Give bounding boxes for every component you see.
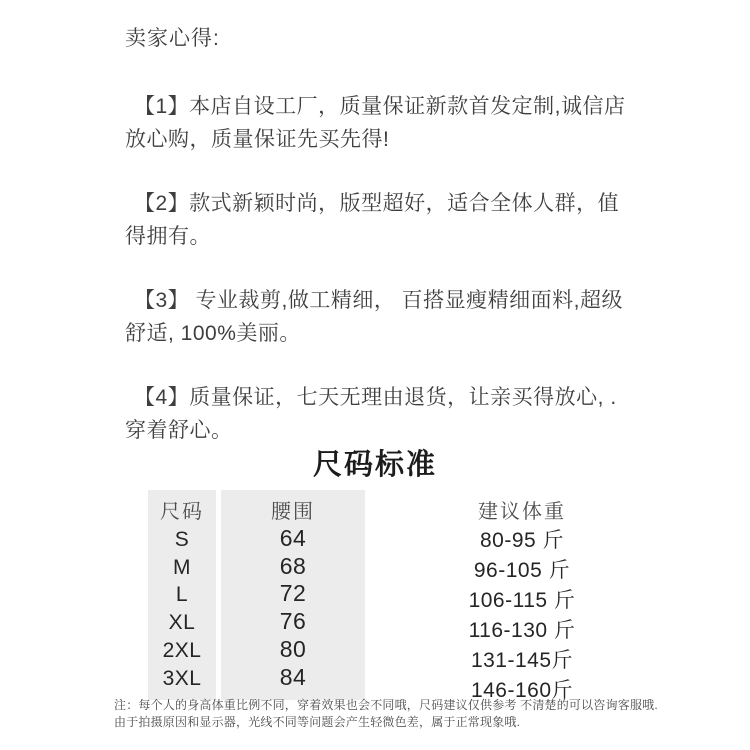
size-chart-section <box>0 442 750 700</box>
seller-notes-section <box>125 24 627 478</box>
weight-column <box>380 490 664 700</box>
weight-column-header: 建议体重 <box>478 501 566 523</box>
size-column-header: 尺码 <box>160 501 204 523</box>
size-cell: 2XL <box>162 639 202 663</box>
size-cell: S <box>174 527 190 551</box>
seller-note-paragraph-3: 【3】 专业裁剪,做工精细， 百搭显瘦精细面料,超级舒适, 100%美丽。 <box>125 289 624 345</box>
seller-notes-title: 卖家心得: <box>125 27 220 50</box>
size-table <box>0 490 750 700</box>
weight-cell: 106-115 斤 <box>468 589 576 612</box>
waist-cell: 84 <box>279 663 307 690</box>
waist-column-header: 腰围 <box>271 501 315 523</box>
size-column <box>148 490 216 700</box>
weight-cell: 80-95 斤 <box>479 529 565 552</box>
size-note-line2: 由于拍摄原因和显示器，光线不同等问题会产生轻微色差，属于正常现象哦. <box>114 715 521 729</box>
size-cell: L <box>175 583 189 607</box>
weight-cell: 146-160斤 <box>470 679 574 702</box>
size-note <box>114 697 734 731</box>
seller-note-paragraph-1: 【1】本店自设工厂，质量保证新款首发定制,诚信店放心购，质量保证先买先得! <box>125 95 626 151</box>
size-note-line1: 注：每个人的身高体重比例不同，穿着效果也会不同哦，尺码建议仅供参考 不清楚的可以咨询客服哦. <box>114 698 658 712</box>
waist-cell: 64 <box>279 524 307 551</box>
size-chart-title: 尺码标准 <box>312 449 437 481</box>
weight-cell: 131-145斤 <box>470 649 574 672</box>
waist-cell: 72 <box>279 580 307 607</box>
size-cell: 3XL <box>162 666 202 690</box>
weight-cell: 96-105 斤 <box>473 559 571 582</box>
waist-cell: 80 <box>279 636 307 663</box>
seller-note-paragraph-4: 【4】质量保证，七天无理由退货，让亲买得放心, .穿着舒心。 <box>125 386 617 442</box>
size-cell: M <box>173 555 191 579</box>
waist-cell: 68 <box>279 552 307 579</box>
waist-column <box>221 490 365 700</box>
seller-note-paragraph-2: 【2】款式新颖时尚，版型超好，适合全体人群，值得拥有。 <box>125 192 620 248</box>
size-cell: XL <box>168 611 196 635</box>
waist-cell: 76 <box>279 608 307 635</box>
weight-cell: 116-130 斤 <box>468 619 576 642</box>
